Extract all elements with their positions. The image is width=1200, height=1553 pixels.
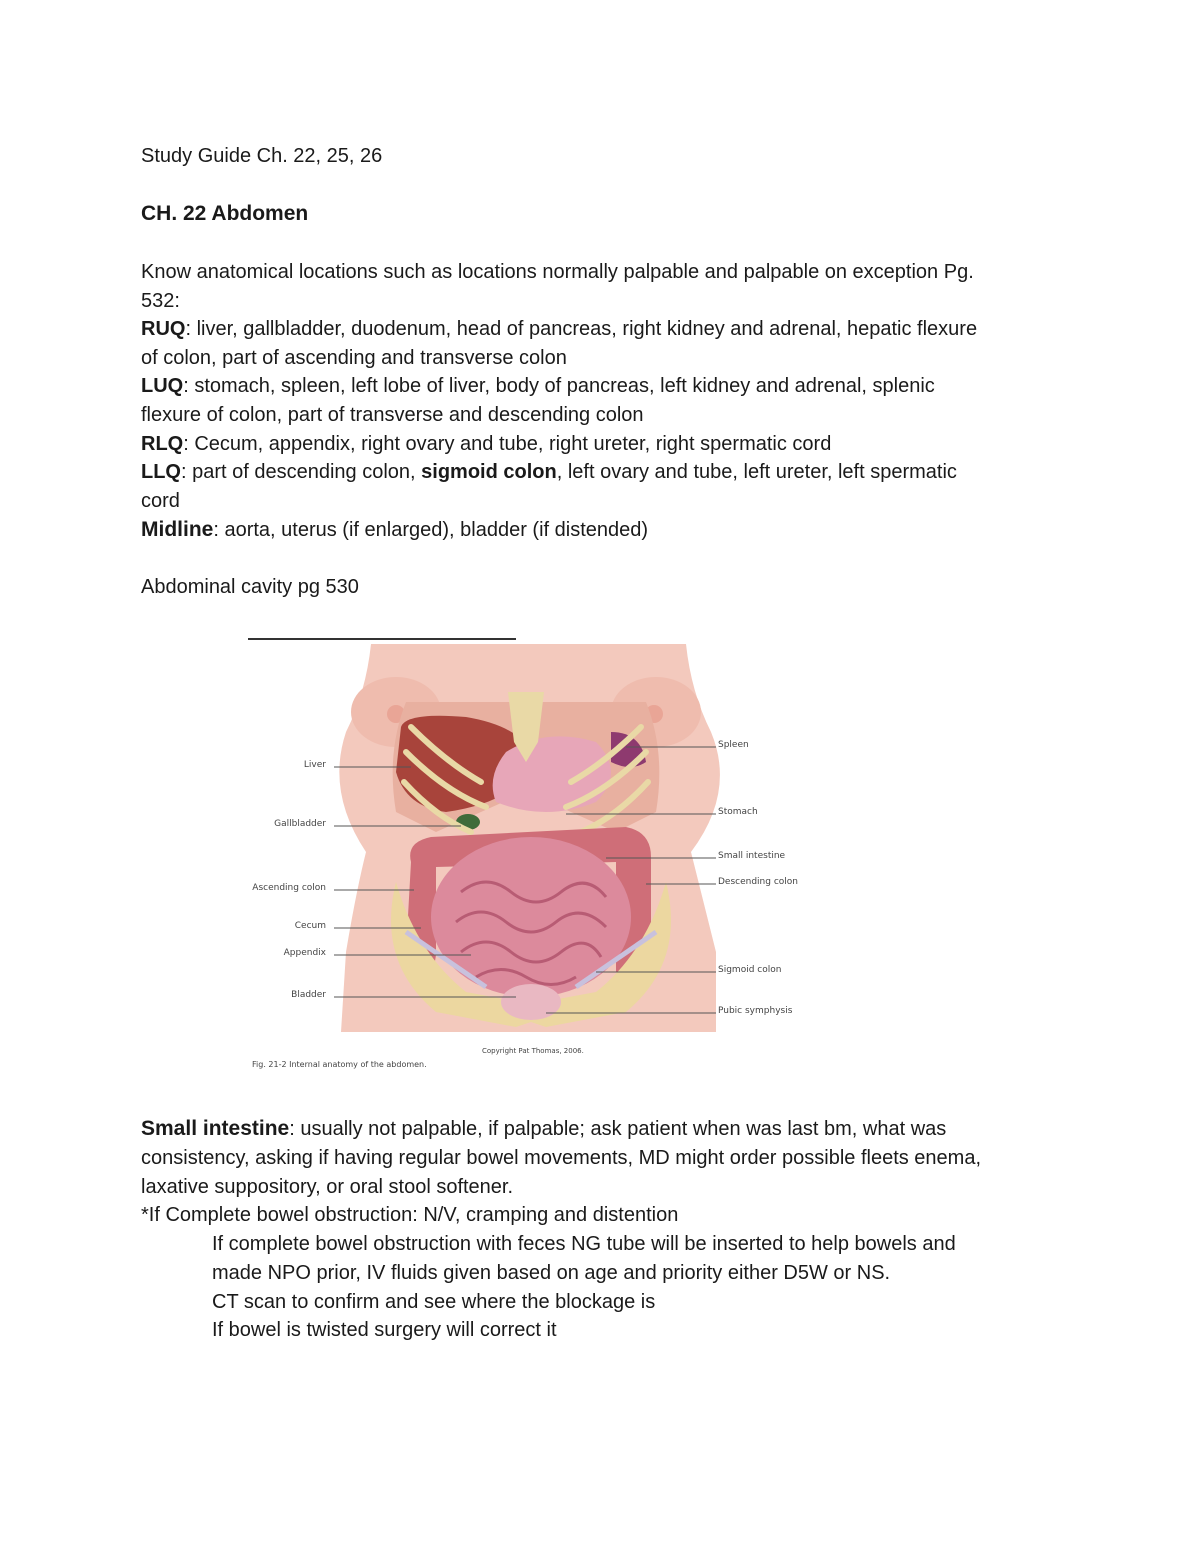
figure-label-descending-colon: Descending colon — [718, 877, 799, 887]
indented-line-4: If bowel is twisted surgery will correct it — [212, 1319, 557, 1341]
ruq-line-2: of colon, part of ascending and transverse colon — [141, 347, 567, 369]
bowel-obstruction-line: *If Complete bowel obstruction: N/V, cramping and distention — [141, 1204, 679, 1226]
figure-label-stomach: Stomach — [718, 807, 758, 817]
figure-label-sigmoid-colon: Sigmoid colon — [718, 965, 782, 975]
llq-line-2: cord — [141, 490, 180, 512]
luq-line-2: flexure of colon, part of transverse and descending colon — [141, 404, 644, 426]
section-heading: CH. 22 Abdomen — [141, 202, 309, 225]
small-intestine-label: Small intestine — [141, 1117, 290, 1140]
midline-line: Midline: aorta, uterus (if enlarged), bladder (if distended) — [141, 518, 649, 541]
midline-label: Midline — [141, 518, 214, 541]
small-intestine-line-2: consistency, asking if having regular bowel movements, MD might order possible fleets enema, — [141, 1147, 982, 1169]
cavity-caption: Abdominal cavity pg 530 — [141, 576, 359, 598]
figure-label-appendix: Appendix — [283, 948, 326, 958]
figure-label-gallbladder: Gallbladder — [274, 819, 326, 829]
luq-line-1: LUQ: stomach, spleen, left lobe of liver, body of pancreas, left kidney and adrenal, splenic — [141, 375, 935, 397]
figure-caption: Fig. 21-2 Internal anatomy of the abdomen. — [252, 1060, 427, 1069]
llq-line-1: LLQ: part of descending colon, sigmoid colon, left ovary and tube, left ureter, left spermatic — [141, 461, 957, 483]
figure-label-spleen: Spleen — [718, 740, 749, 750]
figure-label-bladder: Bladder — [291, 990, 326, 1000]
figure-label-pubic-symphysis: Pubic symphysis — [718, 1006, 793, 1016]
small-intestine-line-1: Small intestine: usually not palpable, if palpable; ask patient when was last bm, what was — [141, 1117, 947, 1140]
llq-label: LLQ — [141, 461, 181, 483]
sigmoid-colon-emphasis: sigmoid colon — [421, 461, 557, 483]
figure-label-small-intestine: Small intestine — [718, 851, 786, 861]
small-intestine-line-3: laxative suppository, or oral stool softener. — [141, 1176, 514, 1198]
intro-line-1: Know anatomical locations such as locations normally palpable and palpable on exception Pg. — [141, 261, 974, 283]
figure-copyright: Copyright Pat Thomas, 2006. — [482, 1047, 584, 1055]
figure-label-liver: Liver — [303, 760, 326, 770]
intro-line-2: 532: — [141, 290, 180, 312]
indented-line-1: If complete bowel obstruction with feces NG tube will be inserted to help bowels and — [212, 1233, 956, 1255]
figure-label-cecum: Cecum — [294, 921, 326, 931]
document-title: Study Guide Ch. 22, 25, 26 — [141, 145, 383, 167]
indented-line-3: CT scan to confirm and see where the blockage is — [212, 1291, 656, 1313]
figure-label-ascending-colon: Ascending colon — [252, 883, 326, 893]
rlq-label: RLQ — [141, 433, 184, 455]
luq-label: LUQ — [141, 375, 184, 397]
indented-line-2: made NPO prior, IV fluids given based on age and priority either D5W or NS. — [212, 1262, 891, 1284]
rlq-line-1: RLQ: Cecum, appendix, right ovary and tube, right ureter, right spermatic cord — [141, 433, 832, 455]
abdomen-anatomy-figure — [246, 632, 816, 1074]
ruq-label: RUQ — [141, 318, 186, 340]
ruq-line-1: RUQ: liver, gallbladder, duodenum, head of pancreas, right kidney and adrenal, hepatic flexure — [141, 318, 978, 340]
